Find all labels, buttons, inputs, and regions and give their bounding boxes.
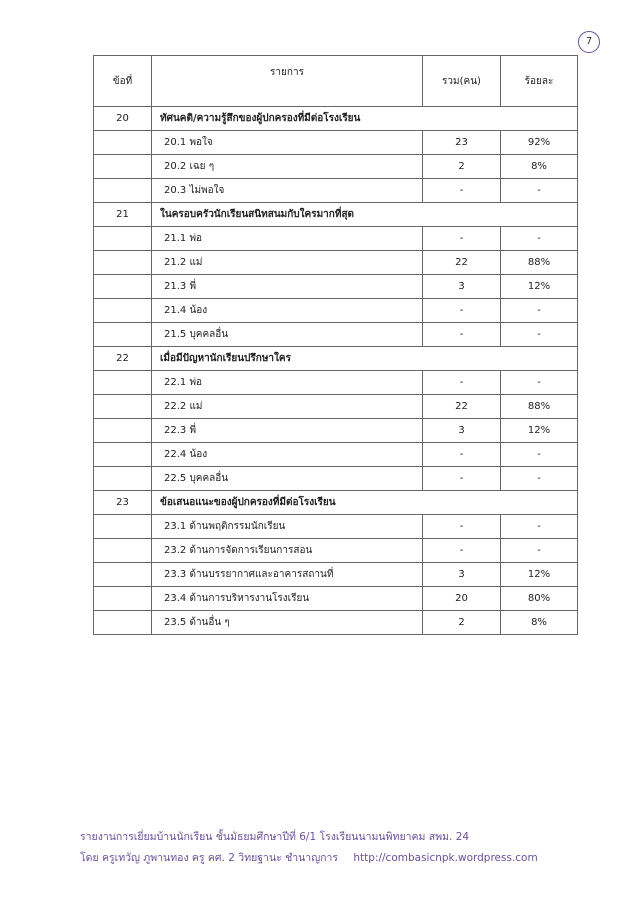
empty-cell bbox=[94, 419, 152, 443]
table-row bbox=[94, 131, 578, 155]
percent-value: - bbox=[501, 443, 578, 467]
total-value: 3 bbox=[423, 563, 501, 587]
table-row bbox=[94, 179, 578, 203]
percent-value: 88% bbox=[501, 395, 578, 419]
table-row bbox=[94, 155, 578, 179]
survey-table bbox=[93, 55, 578, 635]
topic-title: ข้อเสนอแนะของผู้ปกครองที่มีต่อโรงเรียน bbox=[152, 491, 578, 515]
empty-cell bbox=[94, 323, 152, 347]
percent-value: - bbox=[501, 323, 578, 347]
table-row bbox=[94, 419, 578, 443]
item-label: 22.2 แม่ bbox=[152, 395, 423, 419]
total-value: 23 bbox=[423, 131, 501, 155]
topic-title: เมื่อมีปัญหานักเรียนปรึกษาใคร bbox=[152, 347, 578, 371]
footer bbox=[80, 827, 538, 869]
percent-value: - bbox=[501, 227, 578, 251]
topic-title: ในครอบครัวนักเรียนสนิทสนมกับใครมากที่สุด bbox=[152, 203, 578, 227]
item-label: 20.3 ไม่พอใจ bbox=[152, 179, 423, 203]
footer-report-title: รายงานการเยี่ยมบ้านนักเรียน ชั้นมัธยมศึกษาปีที่ 6/1 โรงเรียนนามนพิทยาคม สพม. 24 bbox=[80, 831, 470, 843]
item-label: 20.2 เฉย ๆ bbox=[152, 155, 423, 179]
table-row bbox=[94, 299, 578, 323]
percent-value: 92% bbox=[501, 131, 578, 155]
header-no: ข้อที่ bbox=[94, 56, 152, 107]
empty-cell bbox=[94, 299, 152, 323]
empty-cell bbox=[94, 587, 152, 611]
total-value: - bbox=[423, 443, 501, 467]
item-label: 20.1 พอใจ bbox=[152, 131, 423, 155]
total-value: 3 bbox=[423, 275, 501, 299]
empty-cell bbox=[94, 563, 152, 587]
total-value: - bbox=[423, 299, 501, 323]
table-row bbox=[94, 323, 578, 347]
item-label: 23.1 ด้านพฤติกรรมนักเรียน bbox=[152, 515, 423, 539]
empty-cell bbox=[94, 227, 152, 251]
total-value: - bbox=[423, 227, 501, 251]
topic-title: ทัศนคติ/ความรู้สึกของผู้ปกครองที่มีต่อโรงเรียน bbox=[152, 107, 578, 131]
item-label: 22.5 บุคคลอื่น bbox=[152, 467, 423, 491]
item-label: 23.2 ด้านการจัดการเรียนการสอน bbox=[152, 539, 423, 563]
item-label: 21.3 พี่ bbox=[152, 275, 423, 299]
percent-value: 80% bbox=[501, 587, 578, 611]
total-value: 20 bbox=[423, 587, 501, 611]
item-label: 23.3 ด้านบรรยากาศและอาคารสถานที่ bbox=[152, 563, 423, 587]
table-row bbox=[94, 443, 578, 467]
total-value: 22 bbox=[423, 251, 501, 275]
item-label: 23.4 ด้านการบริหารงานโรงเรียน bbox=[152, 587, 423, 611]
item-label: 21.1 พ่อ bbox=[152, 227, 423, 251]
footer-author: โดย ครูเทวัญ ภูพานทอง ครู คศ. 2 วิทยฐานะ ชำนาญการ bbox=[80, 852, 339, 864]
table-row bbox=[94, 563, 578, 587]
topic-row bbox=[94, 107, 578, 131]
topic-number: 23 bbox=[94, 491, 152, 515]
header-percent: ร้อยละ bbox=[501, 56, 578, 107]
table-row bbox=[94, 587, 578, 611]
footer-author-line bbox=[80, 848, 538, 869]
total-value: 22 bbox=[423, 395, 501, 419]
total-value: 2 bbox=[423, 155, 501, 179]
empty-cell bbox=[94, 251, 152, 275]
header-item: รายการ bbox=[152, 56, 423, 107]
total-value: 2 bbox=[423, 611, 501, 635]
percent-value: - bbox=[501, 539, 578, 563]
total-value: - bbox=[423, 323, 501, 347]
item-label: 21.2 แม่ bbox=[152, 251, 423, 275]
table-row bbox=[94, 395, 578, 419]
page-number: 7 bbox=[578, 31, 600, 53]
total-value: - bbox=[423, 371, 501, 395]
empty-cell bbox=[94, 155, 152, 179]
table-row bbox=[94, 251, 578, 275]
empty-cell bbox=[94, 275, 152, 299]
total-value: 3 bbox=[423, 419, 501, 443]
empty-cell bbox=[94, 131, 152, 155]
topic-row bbox=[94, 347, 578, 371]
table-row bbox=[94, 371, 578, 395]
empty-cell bbox=[94, 443, 152, 467]
topic-row bbox=[94, 203, 578, 227]
percent-value: - bbox=[501, 467, 578, 491]
item-label: 22.1 พ่อ bbox=[152, 371, 423, 395]
percent-value: - bbox=[501, 179, 578, 203]
topic-row bbox=[94, 491, 578, 515]
percent-value: 12% bbox=[501, 419, 578, 443]
empty-cell bbox=[94, 539, 152, 563]
empty-cell bbox=[94, 371, 152, 395]
percent-value: 8% bbox=[501, 611, 578, 635]
total-value: - bbox=[423, 539, 501, 563]
percent-value: - bbox=[501, 371, 578, 395]
percent-value: 12% bbox=[501, 275, 578, 299]
empty-cell bbox=[94, 515, 152, 539]
empty-cell bbox=[94, 467, 152, 491]
footer-url-link[interactable]: http://combasicnpk.wordpress.com bbox=[353, 852, 538, 864]
percent-value: 8% bbox=[501, 155, 578, 179]
empty-cell bbox=[94, 611, 152, 635]
percent-value: - bbox=[501, 515, 578, 539]
topic-number: 20 bbox=[94, 107, 152, 131]
total-value: - bbox=[423, 467, 501, 491]
percent-value: - bbox=[501, 299, 578, 323]
table-row bbox=[94, 539, 578, 563]
item-label: 22.3 พี่ bbox=[152, 419, 423, 443]
total-value: - bbox=[423, 179, 501, 203]
table-header-row bbox=[94, 56, 578, 107]
percent-value: 12% bbox=[501, 563, 578, 587]
item-label: 21.5 บุคคลอื่น bbox=[152, 323, 423, 347]
table-row bbox=[94, 515, 578, 539]
total-value: - bbox=[423, 515, 501, 539]
empty-cell bbox=[94, 179, 152, 203]
empty-cell bbox=[94, 395, 152, 419]
table-row bbox=[94, 611, 578, 635]
table-row bbox=[94, 467, 578, 491]
item-label: 22.4 น้อง bbox=[152, 443, 423, 467]
header-total: รวม(คน) bbox=[423, 56, 501, 107]
item-label: 21.4 น้อง bbox=[152, 299, 423, 323]
item-label: 23.5 ด้านอื่น ๆ bbox=[152, 611, 423, 635]
topic-number: 22 bbox=[94, 347, 152, 371]
table-row bbox=[94, 227, 578, 251]
percent-value: 88% bbox=[501, 251, 578, 275]
table-row bbox=[94, 275, 578, 299]
topic-number: 21 bbox=[94, 203, 152, 227]
